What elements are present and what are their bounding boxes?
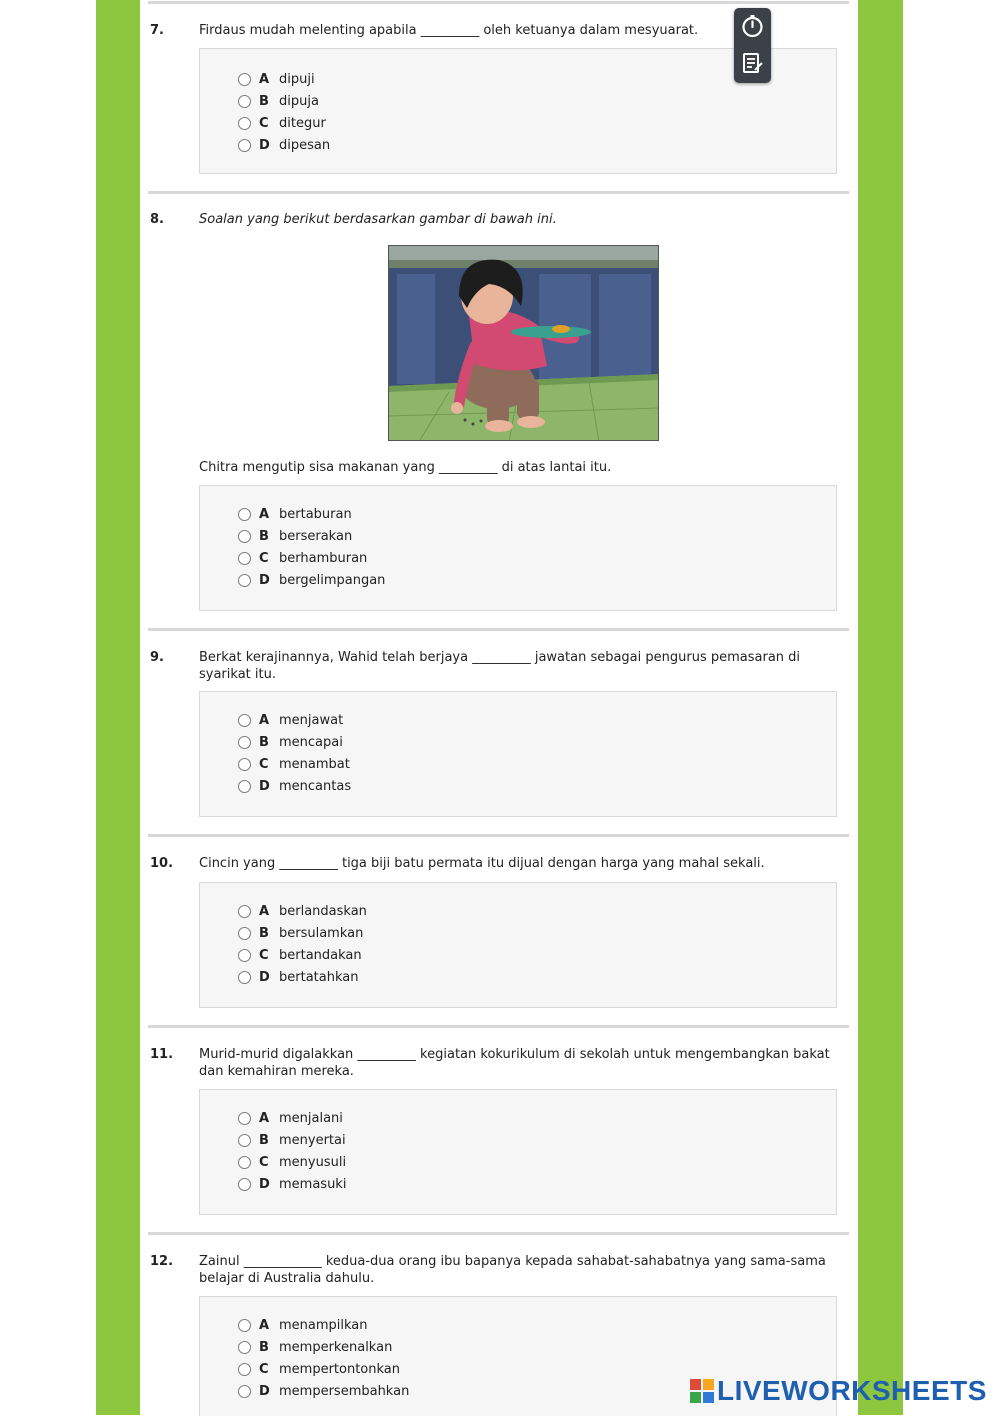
divider (148, 191, 849, 194)
option-b[interactable]: B dipuja (238, 91, 319, 111)
radio-button[interactable] (238, 574, 251, 587)
option-d[interactable]: D memasuki (238, 1174, 346, 1194)
option-d[interactable]: D bergelimpangan (238, 570, 385, 590)
question-8-options (199, 485, 837, 611)
radio-button[interactable] (238, 73, 251, 86)
question-8-intro: Soalan yang berikut berdasarkan gambar di bawah ini. (199, 212, 557, 227)
right-border (858, 0, 903, 1415)
liveworksheets-logo (690, 1374, 987, 1408)
radio-button[interactable] (238, 971, 251, 984)
radio-button[interactable] (238, 714, 251, 727)
question-9-text: Berkat kerajinannya, Wahid telah berjaya _________ jawatan sebagai pengurus pemasaran di syarikat itu. (199, 650, 801, 682)
question-9-number: 9. (150, 650, 164, 665)
question-8-text: Chitra mengutip sisa makanan yang _________ di atas lantai itu. (199, 460, 612, 475)
option-c[interactable]: C berhamburan (238, 548, 367, 568)
radio-button[interactable] (238, 758, 251, 771)
option-b[interactable]: B mencapai (238, 732, 343, 752)
question-11-options (199, 1089, 837, 1215)
radio-button[interactable] (238, 117, 251, 130)
option-c[interactable]: C ditegur (238, 113, 326, 133)
radio-button[interactable] (238, 927, 251, 940)
option-b[interactable]: B berserakan (238, 526, 352, 546)
radio-button[interactable] (238, 139, 251, 152)
question-10-number: 10. (150, 856, 174, 871)
question-7-number: 7. (150, 23, 164, 38)
radio-button[interactable] (238, 780, 251, 793)
radio-button[interactable] (238, 1178, 251, 1191)
option-b[interactable]: B menyertai (238, 1130, 346, 1150)
timer-icon[interactable] (740, 14, 765, 39)
question-9-options (199, 691, 837, 817)
logo-badge-icon (690, 1379, 714, 1403)
option-b[interactable]: B memperkenalkan (238, 1337, 392, 1357)
divider (148, 1232, 849, 1235)
divider (148, 834, 849, 837)
question-12-number: 12. (150, 1254, 174, 1269)
divider (148, 628, 849, 631)
option-a[interactable]: A menjawat (238, 710, 343, 730)
radio-button[interactable] (238, 1112, 251, 1125)
divider (148, 1025, 849, 1028)
question-12-text: Zainul ____________ kedua-dua orang ibu bapanya kepada sahabat-sahabatnya yang sama-sama belajar di Australia dahulu. (199, 1254, 826, 1286)
option-a[interactable]: A menjalani (238, 1108, 343, 1128)
option-b[interactable]: B bersulamkan (238, 923, 363, 943)
left-border (96, 0, 140, 1415)
option-a[interactable]: A menampilkan (238, 1315, 368, 1335)
option-c[interactable]: C mempertontonkan (238, 1359, 400, 1379)
question-8-number: 8. (150, 212, 164, 227)
question-10-text: Cincin yang _________ tiga biji batu permata itu dijual dengan harga yang mahal sekali. (199, 856, 765, 871)
girl-picking-food-illustration (389, 246, 659, 441)
radio-button[interactable] (238, 508, 251, 521)
divider (148, 1, 849, 4)
radio-button[interactable] (238, 530, 251, 543)
radio-button[interactable] (238, 1156, 251, 1169)
radio-button[interactable] (238, 1385, 251, 1398)
option-d[interactable]: D bertatahkan (238, 967, 358, 987)
radio-button[interactable] (238, 552, 251, 565)
radio-button[interactable] (238, 736, 251, 749)
radio-button[interactable] (238, 949, 251, 962)
radio-button[interactable] (238, 95, 251, 108)
option-d[interactable]: D dipesan (238, 135, 330, 155)
radio-button[interactable] (238, 1134, 251, 1147)
timer-icon-graphic (740, 14, 765, 39)
logo-text: LIVEWORKSHEETS (717, 1375, 987, 1406)
option-d[interactable]: D mencantas (238, 776, 351, 796)
option-c[interactable]: C menyusuli (238, 1152, 346, 1172)
radio-button[interactable] (238, 1341, 251, 1354)
radio-button[interactable] (238, 905, 251, 918)
answer-sheet-icon-graphic (740, 51, 765, 76)
question-8-picture (388, 245, 659, 441)
option-a[interactable]: A dipuji (238, 69, 315, 89)
radio-button[interactable] (238, 1363, 251, 1376)
question-7-text: Firdaus mudah melenting apabila _________ oleh ketuanya dalam mesyuarat. (199, 23, 699, 38)
option-d[interactable]: D mempersembahkan (238, 1381, 409, 1401)
option-a[interactable]: A bertaburan (238, 504, 352, 524)
question-11-number: 11. (150, 1047, 174, 1062)
radio-button[interactable] (238, 1319, 251, 1332)
answer-sheet-icon[interactable] (740, 51, 765, 76)
option-c[interactable]: C menambat (238, 754, 350, 774)
question-10-options (199, 882, 837, 1008)
floating-tool-panel (734, 8, 771, 83)
question-11-text: Murid-murid digalakkan _________ kegiatan kokurikulum di sekolah untuk mengembangkan bakat dan kemahiran mereka. (199, 1047, 830, 1079)
option-c[interactable]: C bertandakan (238, 945, 362, 965)
option-a[interactable]: A berlandaskan (238, 901, 367, 921)
